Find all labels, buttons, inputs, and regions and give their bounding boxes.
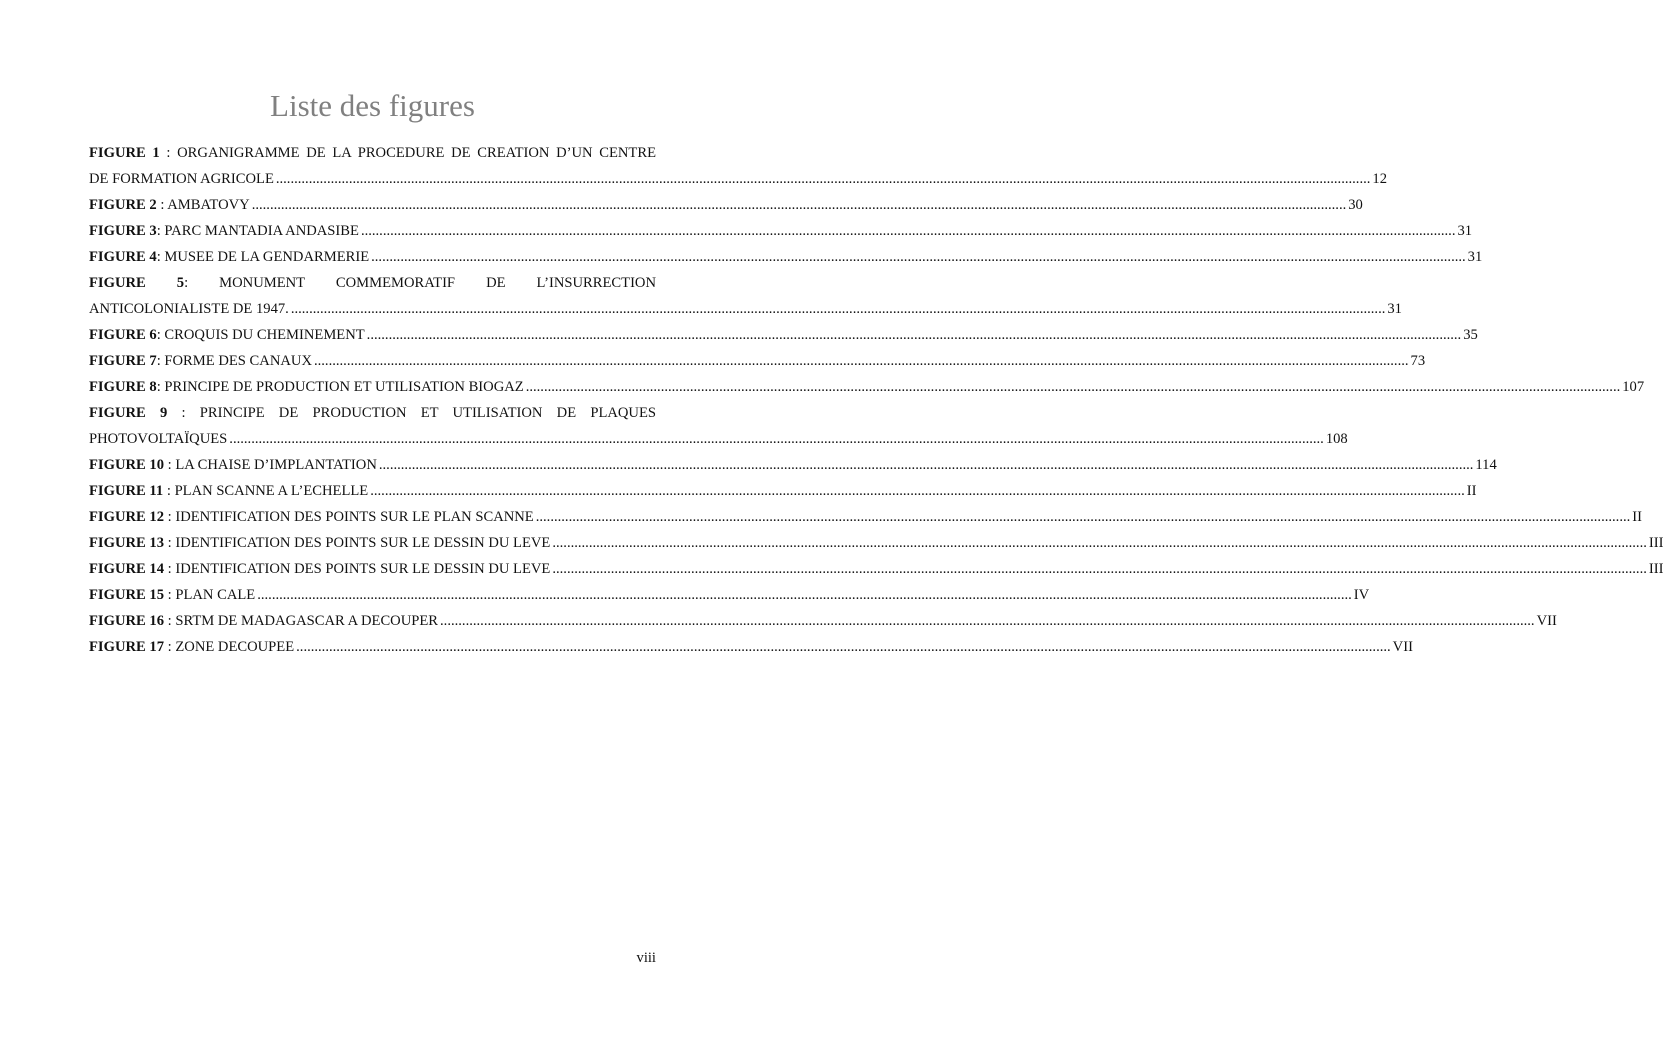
label-separator: : bbox=[156, 327, 165, 343]
dot-leader: ............................................................................................................................................................................................................................................................................................................ bbox=[440, 613, 1535, 629]
toc-entry-line bbox=[89, 608, 1557, 634]
figure-label: FIGURE 14 bbox=[89, 561, 164, 577]
figure-title: ZONE DECOUPEE bbox=[175, 639, 295, 655]
figure-label: FIGURE 8 bbox=[89, 379, 157, 395]
toc-entry-first-line bbox=[89, 140, 656, 166]
label-separator: : bbox=[164, 535, 176, 551]
dot-leader: ............................................................................................................................................................................................................................................................................................................ bbox=[552, 535, 1647, 551]
toc-entry[interactable] bbox=[89, 452, 1497, 478]
label-separator: : bbox=[164, 613, 176, 629]
toc-entry[interactable] bbox=[89, 270, 1402, 322]
dot-leader: ............................................................................................................................................................................................................................................................................................................ bbox=[360, 223, 1456, 239]
entry-lead bbox=[89, 504, 534, 530]
toc-entry-second-line bbox=[89, 166, 1387, 192]
dot-leader: ............................................................................................................................................................................................................................................................................................................ bbox=[378, 457, 1474, 473]
toc-entry-line bbox=[89, 530, 1663, 556]
toc-entry[interactable] bbox=[89, 530, 1663, 556]
toc-entry[interactable] bbox=[89, 608, 1557, 634]
page-ref[interactable]: 30 bbox=[1348, 197, 1363, 213]
figure-title: MUSEE DE LA GENDARMERIE bbox=[164, 249, 370, 265]
dot-leader: ............................................................................................................................................................................................................................................................................................................ bbox=[552, 561, 1647, 577]
figure-title: IDENTIFICATION DES POINTS SUR LE DESSIN DU LEVE bbox=[175, 561, 551, 577]
page-ref[interactable]: 107 bbox=[1622, 379, 1645, 395]
dot-leader: ............................................................................................................................................................................................................................................................................................................ bbox=[313, 353, 1409, 369]
figure-title-start: PRINCIPE DE PRODUCTION ET UTILISATION DE PLAQUES bbox=[199, 405, 657, 421]
toc-entry-line bbox=[89, 556, 1663, 582]
toc-entry[interactable] bbox=[89, 218, 1473, 244]
toc-entry-line bbox=[89, 634, 1413, 660]
toc-entry-line bbox=[89, 218, 1473, 244]
figure-label: FIGURE 10 bbox=[89, 457, 164, 473]
figure-title: PLAN CALE bbox=[175, 587, 256, 603]
figure-label: FIGURE 9 bbox=[89, 405, 168, 421]
figure-title: PLAN SCANNE A L’ECHELLE bbox=[174, 483, 369, 499]
label-separator: : bbox=[156, 197, 168, 213]
page-ref[interactable]: VII bbox=[1536, 613, 1557, 629]
dot-leader: ............................................................................................................................................................................................................................................................................................................ bbox=[251, 197, 1347, 213]
figure-title: FORME DES CANAUX bbox=[164, 353, 312, 369]
entry-lead bbox=[89, 634, 294, 660]
toc-entry-line bbox=[89, 322, 1478, 348]
page-ref[interactable]: VII bbox=[1392, 639, 1413, 655]
figure-title: SRTM DE MADAGASCAR A DECOUPER bbox=[175, 613, 439, 629]
page-ref[interactable]: II bbox=[1632, 509, 1642, 525]
figure-label: FIGURE 7 bbox=[89, 353, 157, 369]
page-ref[interactable]: 31 bbox=[1387, 301, 1402, 317]
entry-lead bbox=[89, 608, 438, 634]
page-ref[interactable]: 31 bbox=[1467, 249, 1483, 265]
label-separator: : bbox=[156, 353, 165, 369]
toc-entry[interactable] bbox=[89, 374, 1645, 400]
figure-title: PHOTOVOLTAÏQUES bbox=[89, 431, 228, 447]
figure-label: FIGURE 12 bbox=[89, 509, 164, 525]
toc-entry-line bbox=[89, 504, 1642, 530]
toc-entry-first-line bbox=[89, 400, 656, 426]
figure-label: FIGURE 15 bbox=[89, 587, 164, 603]
label-separator: : bbox=[164, 457, 176, 473]
label-separator: : bbox=[156, 223, 165, 239]
toc-entry[interactable] bbox=[89, 400, 1348, 452]
label-separator: : bbox=[164, 509, 176, 525]
dot-leader: ............................................................................................................................................................................................................................................................................................................ bbox=[371, 249, 1466, 265]
toc-entry[interactable] bbox=[89, 478, 1477, 504]
figure-label: FIGURE 2 bbox=[89, 197, 157, 213]
toc-entry-first-line bbox=[89, 270, 656, 296]
toc-entry-line bbox=[89, 478, 1477, 504]
entry-lead bbox=[89, 556, 550, 582]
page-ref[interactable]: II bbox=[1466, 483, 1477, 499]
figure-title: AMBATOVY bbox=[167, 197, 250, 213]
page-number: viii bbox=[636, 950, 656, 966]
toc-entry[interactable] bbox=[89, 244, 1483, 270]
label-separator: : bbox=[164, 639, 176, 655]
page-ref[interactable]: IV bbox=[1353, 587, 1370, 603]
page-ref[interactable]: 73 bbox=[1410, 353, 1426, 369]
label-separator: : bbox=[164, 587, 176, 603]
entry-lead bbox=[89, 452, 377, 478]
toc-entry-second-line bbox=[89, 296, 1402, 322]
figure-title: ANTICOLONIALISTE DE 1947. bbox=[89, 301, 289, 317]
page-ref[interactable]: 12 bbox=[1372, 171, 1387, 187]
page-ref[interactable]: 108 bbox=[1325, 431, 1348, 447]
toc-entry-line bbox=[89, 192, 1363, 218]
toc-entry[interactable] bbox=[89, 348, 1426, 374]
figure-title: PARC MANTADIA ANDASIBE bbox=[164, 223, 359, 239]
dot-leader: ............................................................................................................................................................................................................................................................................................................ bbox=[257, 587, 1352, 603]
figure-title-start: MONUMENT COMMEMORATIF DE L’INSURRECTION bbox=[219, 275, 657, 291]
label-separator: : bbox=[156, 249, 165, 265]
toc-entry-line bbox=[89, 244, 1483, 270]
page-ref[interactable]: 114 bbox=[1475, 457, 1497, 473]
toc-entry[interactable] bbox=[89, 322, 1478, 348]
toc-entry[interactable] bbox=[89, 192, 1363, 218]
entry-lead bbox=[89, 374, 524, 400]
figure-label: FIGURE 13 bbox=[89, 535, 164, 551]
page-title: Liste des figures bbox=[270, 88, 475, 123]
entry-lead bbox=[89, 478, 368, 504]
page-ref[interactable]: 31 bbox=[1457, 223, 1473, 239]
figure-label: FIGURE 3 bbox=[89, 223, 157, 239]
dot-leader: ............................................................................................................................................................................................................................................................................................................ bbox=[535, 509, 1631, 525]
dot-leader: ............................................................................................................................................................................................................................................................................................................ bbox=[370, 483, 1465, 499]
figure-title: LA CHAISE D’IMPLANTATION bbox=[175, 457, 377, 473]
figure-title-start: ORGANIGRAMME DE LA PROCEDURE DE CREATION D’UN CENTRE bbox=[177, 145, 656, 161]
dot-leader: ............................................................................................................................................................................................................................................................................................................ bbox=[290, 301, 1386, 317]
label-separator: : bbox=[184, 275, 220, 291]
toc-entry[interactable] bbox=[89, 140, 1387, 192]
label-separator: : bbox=[156, 379, 165, 395]
toc-entry[interactable] bbox=[89, 582, 1370, 608]
page-ref[interactable]: III bbox=[1648, 561, 1663, 577]
toc-entry[interactable] bbox=[89, 504, 1642, 530]
dot-leader: ............................................................................................................................................................................................................................................................................................................ bbox=[525, 379, 1621, 395]
figure-label: FIGURE 1 bbox=[89, 145, 160, 161]
figure-title: PRINCIPE DE PRODUCTION ET UTILISATION BIOGAZ bbox=[164, 379, 524, 395]
toc-entry[interactable] bbox=[89, 634, 1413, 660]
figure-list bbox=[89, 140, 1663, 660]
figure-label: FIGURE 6 bbox=[89, 327, 157, 343]
entry-lead bbox=[89, 322, 365, 348]
label-separator: : bbox=[164, 561, 176, 577]
figure-label: FIGURE 16 bbox=[89, 613, 164, 629]
figure-title: CROQUIS DU CHEMINEMENT bbox=[164, 327, 365, 343]
toc-entry[interactable] bbox=[89, 556, 1663, 582]
dot-leader: ............................................................................................................................................................................................................................................................................................................ bbox=[296, 639, 1391, 655]
entry-lead bbox=[89, 348, 312, 374]
figure-label: FIGURE 17 bbox=[89, 639, 164, 655]
label-separator: : bbox=[167, 405, 200, 421]
figure-title: IDENTIFICATION DES POINTS SUR LE PLAN SCANNE bbox=[175, 509, 534, 525]
page-ref[interactable]: III bbox=[1648, 535, 1663, 551]
entry-lead bbox=[89, 192, 250, 218]
toc-entry-line bbox=[89, 582, 1370, 608]
entry-lead bbox=[89, 530, 550, 556]
figure-label: FIGURE 4 bbox=[89, 249, 157, 265]
figure-label: FIGURE 11 bbox=[89, 483, 164, 499]
toc-entry-line bbox=[89, 452, 1497, 478]
dot-leader: ............................................................................................................................................................................................................................................................................................................ bbox=[229, 431, 1324, 447]
toc-entry-second-line bbox=[89, 426, 1348, 452]
dot-leader: ............................................................................................................................................................................................................................................................................................................ bbox=[275, 171, 1371, 187]
page-ref[interactable]: 35 bbox=[1463, 327, 1478, 343]
label-separator: : bbox=[159, 145, 178, 161]
dot-leader: ............................................................................................................................................................................................................................................................................................................ bbox=[366, 327, 1462, 343]
figure-title: IDENTIFICATION DES POINTS SUR LE DESSIN DU LEVE bbox=[175, 535, 551, 551]
toc-entry-line bbox=[89, 348, 1426, 374]
label-separator: : bbox=[163, 483, 175, 499]
figure-title: DE FORMATION AGRICOLE bbox=[89, 171, 274, 187]
figure-label: FIGURE 5 bbox=[89, 275, 185, 291]
entry-lead bbox=[89, 244, 369, 270]
entry-lead bbox=[89, 218, 359, 244]
toc-entry-line bbox=[89, 374, 1645, 400]
entry-lead bbox=[89, 582, 255, 608]
